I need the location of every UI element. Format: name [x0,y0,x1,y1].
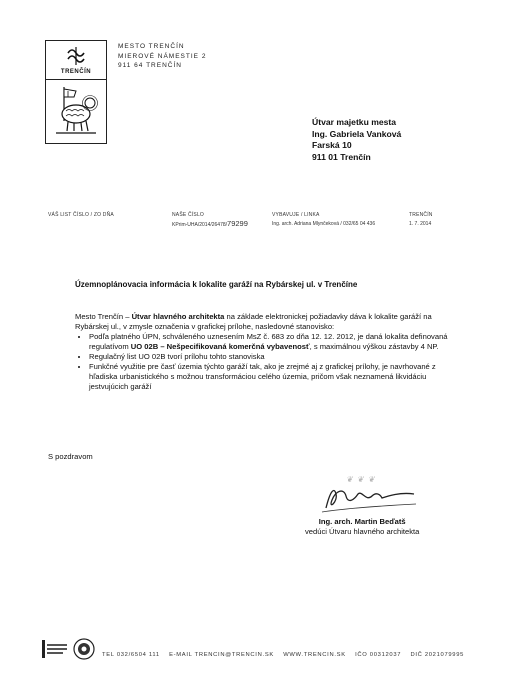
city-street: MIEROVÉ NÁMESTIE 2 [118,52,207,60]
letter-body [75,312,465,392]
our-number-label: NAŠE ČÍSLO [172,212,205,218]
footer-dic: DIČ 2021079995 [410,652,465,658]
body-bullet-list [75,332,465,392]
lamb-coat-of-arms-icon [46,81,106,143]
footer-contacts [102,652,464,658]
intro-text-bold: Útvar hlavného architekta [131,312,225,321]
body-intro [75,312,465,332]
emblem-divider [46,79,106,80]
recipient-person: Ing. Gabriela Vanková [312,128,402,139]
signer-name: Ing. arch. Martin Beďatš [318,517,406,526]
footer-ico: IČO 00312037 [355,652,402,658]
city-date-label: TRENČÍN [409,212,433,218]
our-number-value [172,219,248,228]
list-item: • Funkčné využitie pre časť územia týchto garáží tak, ako je zrejmé aj z grafickej prílohy, je navrhované z hľadiska urbanistického s možnou transformáciou celého územia, pričom však neznamená likvidáciu jestvujúcich garáží [89,362,465,392]
faint-stamp-mark: ❦ ❦ ❦ [346,475,376,484]
city-name: MESTO TRENČÍN [118,43,185,50]
recipient-department: Útvar majetku mesta [312,117,397,127]
your-letter-label: VÁŠ LIST ČÍSLO / ZO DŇA [48,212,114,218]
signer-block [305,517,419,536]
signer-title: vedúci Útvaru hlavného architekta [305,526,420,536]
emblem-word: TRENČÍN [60,69,92,75]
list-item [89,332,465,352]
footer-email: E-MAIL TRENCIN@TRENCIN.SK [169,652,274,658]
intro-text-a: Mesto Trenčín – [75,312,132,321]
handwritten-signature [318,482,428,516]
intro-text-b: na základe elektronickej požiadavky dáva k lokalite garáží na Rybárskej ul., v zmysle označenia v grafickej prílohe, nasledovné stanovisko: [75,312,432,331]
recipient-city: 911 01 Trenčín [312,151,371,162]
handled-by-value: Ing. arch. Adriana Mlynčeková / 032/65 04 436 [272,221,376,227]
our-number-prefix: KPrim-UHA/2014/26478/ [172,222,228,228]
recipient-street: Farská 10 [312,140,352,150]
letter-date: 1. 7. 2014 [409,221,432,227]
city-postal: 911 64 TRENČÍN [118,62,182,69]
letter-subject: Územnoplánovacia informácia k lokalite garáží na Rybárskej ul. v Trenčíne [75,280,358,289]
footer-web: WWW.TRENCIN.SK [283,652,346,658]
our-number-main: 79299 [227,219,248,228]
certification-logos [40,636,100,662]
bullet1-text-bold: UO 02B – Nešpecifikovaná komerčná vybavenosť [130,342,310,351]
list-item: • Regulačný list UO 02B tvorí prílohu tohto stanoviska [89,352,465,362]
city-address-block [118,42,206,71]
bullet1-text-b: , s maximálnou výškou zástavby 4 NP. [309,342,439,351]
footer-phone: TEL 032/6504 111 [102,652,160,658]
recipient-address [312,117,401,163]
bullet1-text-a: Podľa platného ÚPN, schváleného uznesením MsZ č. 683 zo dňa 12. 12. 2012, je daná lokalita definovaná regulatívom [89,332,448,351]
city-emblem-box [45,40,107,144]
greeting: S pozdravom [48,452,93,461]
city-symbol-icon [46,43,106,69]
handled-by-label: VYBAVUJE / LINKA [272,212,320,218]
